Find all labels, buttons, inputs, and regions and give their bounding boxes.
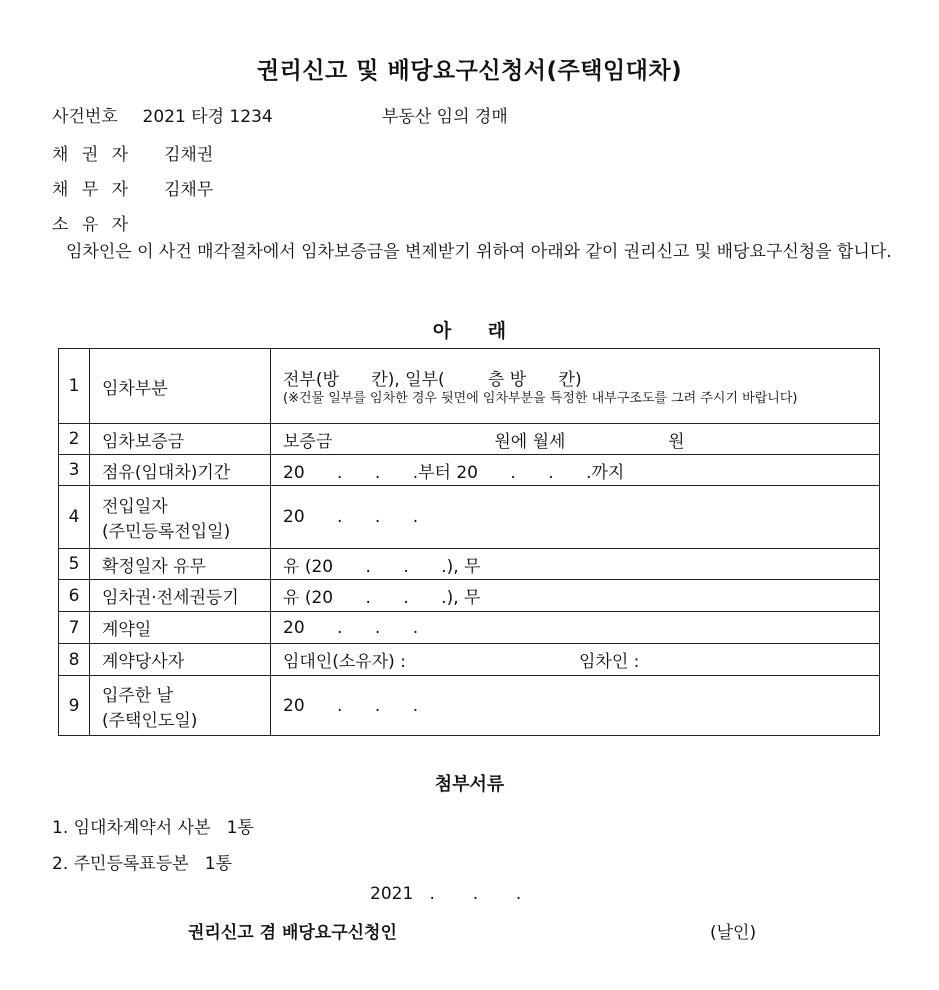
intro-text: 임차인은 이 사건 매각절차에서 임차보증금을 변제받기 위하여 아래와 같이 권리신고 및 배당요구신청을 합니다. xyxy=(66,242,892,262)
row-value-line: 전부(방 칸), 일부( 층 방 칸) xyxy=(283,369,582,390)
creditor-value: 김채권 xyxy=(164,145,214,165)
document-title: 권리신고 및 배당요구신청서(주택임대차) xyxy=(256,58,683,84)
table-row xyxy=(59,612,880,644)
row-number: 5 xyxy=(59,549,90,580)
attachments-heading: 첨부서류 xyxy=(434,774,505,795)
row-label-line: (주택인도일) xyxy=(102,710,198,731)
landlord-label: 임대인(소유자) : xyxy=(283,652,406,672)
row-number: 6 xyxy=(59,580,90,612)
row-label-line: 전입일자 xyxy=(102,497,168,517)
row-number: 3 xyxy=(59,455,90,486)
row-value: 20 . . . xyxy=(271,676,880,736)
debtor-line xyxy=(52,175,213,200)
debtor-label: 채 무 자 xyxy=(52,180,133,200)
table-row xyxy=(59,580,880,612)
table-row xyxy=(59,349,880,424)
row-number: 8 xyxy=(59,644,90,676)
owner-line xyxy=(52,210,164,235)
row-label: 점유(임대차)기간 xyxy=(90,455,271,486)
row-value: 유 (20 . . .), 무 xyxy=(271,549,880,580)
row-label: 계약일 xyxy=(90,612,271,644)
row-label: 계약당사자 xyxy=(90,644,271,676)
attachment-item: 2. 주민등록표등본 1통 xyxy=(52,854,233,874)
row-value: 20 . . .부터 20 . . .까지 xyxy=(271,455,880,486)
details-table xyxy=(58,348,880,736)
creditor-label: 채 권 자 xyxy=(52,145,133,165)
row-label xyxy=(90,676,271,736)
row-value xyxy=(271,349,880,424)
table-row xyxy=(59,455,880,486)
row-number: 2 xyxy=(59,424,90,455)
row-label xyxy=(90,486,271,549)
intro-paragraph xyxy=(52,235,892,269)
debtor-value: 김채무 xyxy=(164,180,214,200)
table-row xyxy=(59,486,880,549)
row-value xyxy=(271,644,880,676)
attachment-item: 1. 임대차계약서 사본 1통 xyxy=(52,818,254,838)
row-number: 9 xyxy=(59,676,90,736)
row-label: 임차부분 xyxy=(90,349,271,424)
row-label: 임차권·전세권등기 xyxy=(90,580,271,612)
row-label: 임차보증금 xyxy=(90,424,271,455)
row-note: (※건물 일부를 임차한 경우 뒷면에 임차부분을 특정한 내부구조도를 그려 주시기 바랍니다) xyxy=(283,390,798,406)
table-row xyxy=(59,676,880,736)
row-value: 20 . . . xyxy=(271,486,880,549)
case-type: 부동산 임의 경매 xyxy=(382,107,508,127)
row-label: 확정일자 유무 xyxy=(90,549,271,580)
below-heading: 아 래 xyxy=(432,320,507,342)
row-value: 20 . . . xyxy=(271,612,880,644)
table-row xyxy=(59,424,880,455)
case-number-label: 사건번호 xyxy=(52,107,118,127)
row-label-line: 입주한 날 xyxy=(102,685,174,706)
row-value: 보증금 원에 월세 원 xyxy=(271,424,880,455)
row-label-line: (주민등록전입일) xyxy=(102,522,231,542)
seal-mark: (날인) xyxy=(710,923,757,943)
row-value: 유 (20 . . .), 무 xyxy=(271,580,880,612)
table-row xyxy=(59,644,880,676)
owner-label: 소 유 자 xyxy=(52,215,133,235)
tenant-label: 임차인 : xyxy=(579,652,640,672)
date-line: 2021 . . . xyxy=(370,884,522,904)
row-number: 4 xyxy=(59,486,90,549)
row-number: 7 xyxy=(59,612,90,644)
table-row xyxy=(59,549,880,580)
case-number-line xyxy=(52,102,273,127)
case-number-value: 2021 타경 1234 xyxy=(142,107,273,127)
applicant-label: 권리신고 겸 배당요구신청인 xyxy=(188,923,397,943)
row-number: 1 xyxy=(59,349,90,424)
creditor-line xyxy=(52,140,213,165)
